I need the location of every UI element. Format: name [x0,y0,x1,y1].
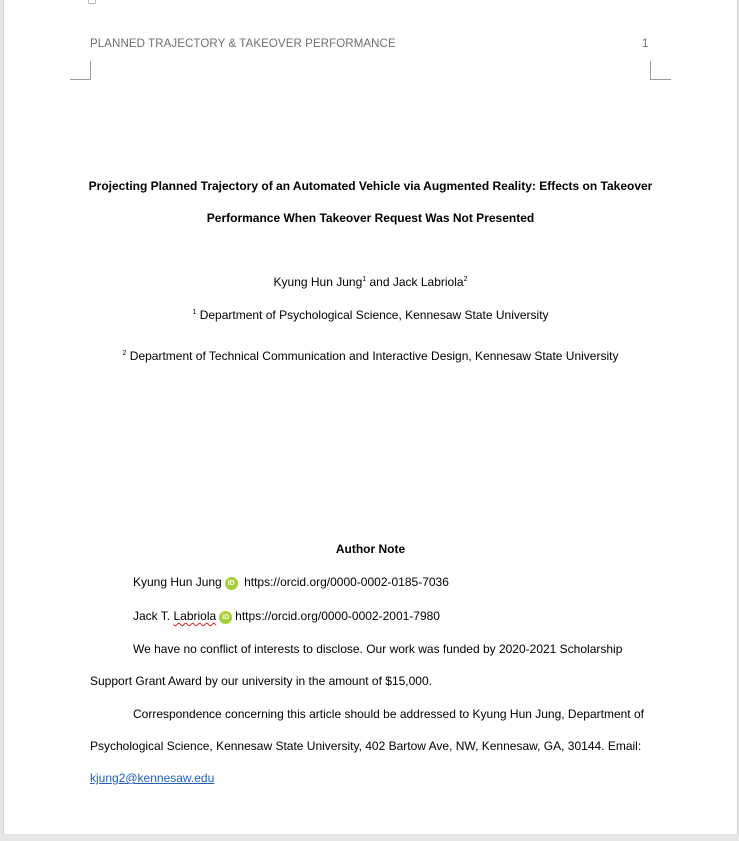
spellcheck-flagged-word[interactable]: Labriola [173,609,217,623]
affiliation-1-text: Department of Psychological Science, Kennesaw State University [196,308,549,322]
orcid-1-url: https://orcid.org/0000-0002-0185-7036 [244,575,449,589]
author-1-name: Kyung Hun Jung [273,275,363,289]
author-2-name: Jack Labriola [392,275,464,289]
author-note-heading: Author Note [335,542,406,556]
crop-mark-top-right [650,61,671,80]
funding-line-2: Support Grant Award by our university in the amount of $15,000. [90,674,432,688]
correspondence-line-2: Psychological Science, Kennesaw State University, 402 Bartow Ave, NW, Kennesaw, GA, 30144. Email: [90,739,642,753]
page-gap [0,834,739,841]
page-number: 1 [642,38,649,50]
orcid-icon[interactable]: iD [225,577,238,590]
author-2-sup: 2 [463,276,468,283]
orcid-2-url: https://orcid.org/0000-0002-2001-7980 [235,609,440,623]
correspondence-line-1: Correspondence concerning this article should be addressed to Kyung Hun Jung, Department of [133,707,644,721]
author-1-sup: 1 [362,276,367,283]
author-conjunction: and [366,275,393,289]
title-line-1: Projecting Planned Trajectory of an Automated Vehicle via Augmented Reality: Effects on Takeover [88,179,653,193]
affiliation-2-sup: 2 [122,350,127,357]
affiliation-1-sup: 1 [192,309,197,316]
orcid-line-2 [133,609,440,624]
orcid-line-1 [133,575,449,590]
email-link[interactable]: kjung2@kennesaw.edu [90,771,215,785]
orcid-2-name-first: Jack T. [133,609,174,623]
title-line-2: Performance When Takeover Request Was Not Presented [206,211,535,225]
orcid-1-name: Kyung Hun Jung [133,575,222,589]
funding-line-1: We have no conflict of interests to disclose. Our work was funded by 2020-2021 Scholarship [133,642,623,656]
page-top-marker [88,0,96,4]
affiliation-2 [4,349,737,363]
document-page[interactable] [3,0,738,834]
orcid-icon[interactable]: iD [219,611,232,624]
affiliation-2-text: Department of Technical Communication and Interactive Design, Kennesaw State University [126,349,619,363]
crop-mark-top-left [70,61,91,80]
author-byline [4,275,737,289]
affiliation-1 [4,308,737,322]
running-head: PLANNED TRAJECTORY & TAKEOVER PERFORMANCE [90,38,396,50]
